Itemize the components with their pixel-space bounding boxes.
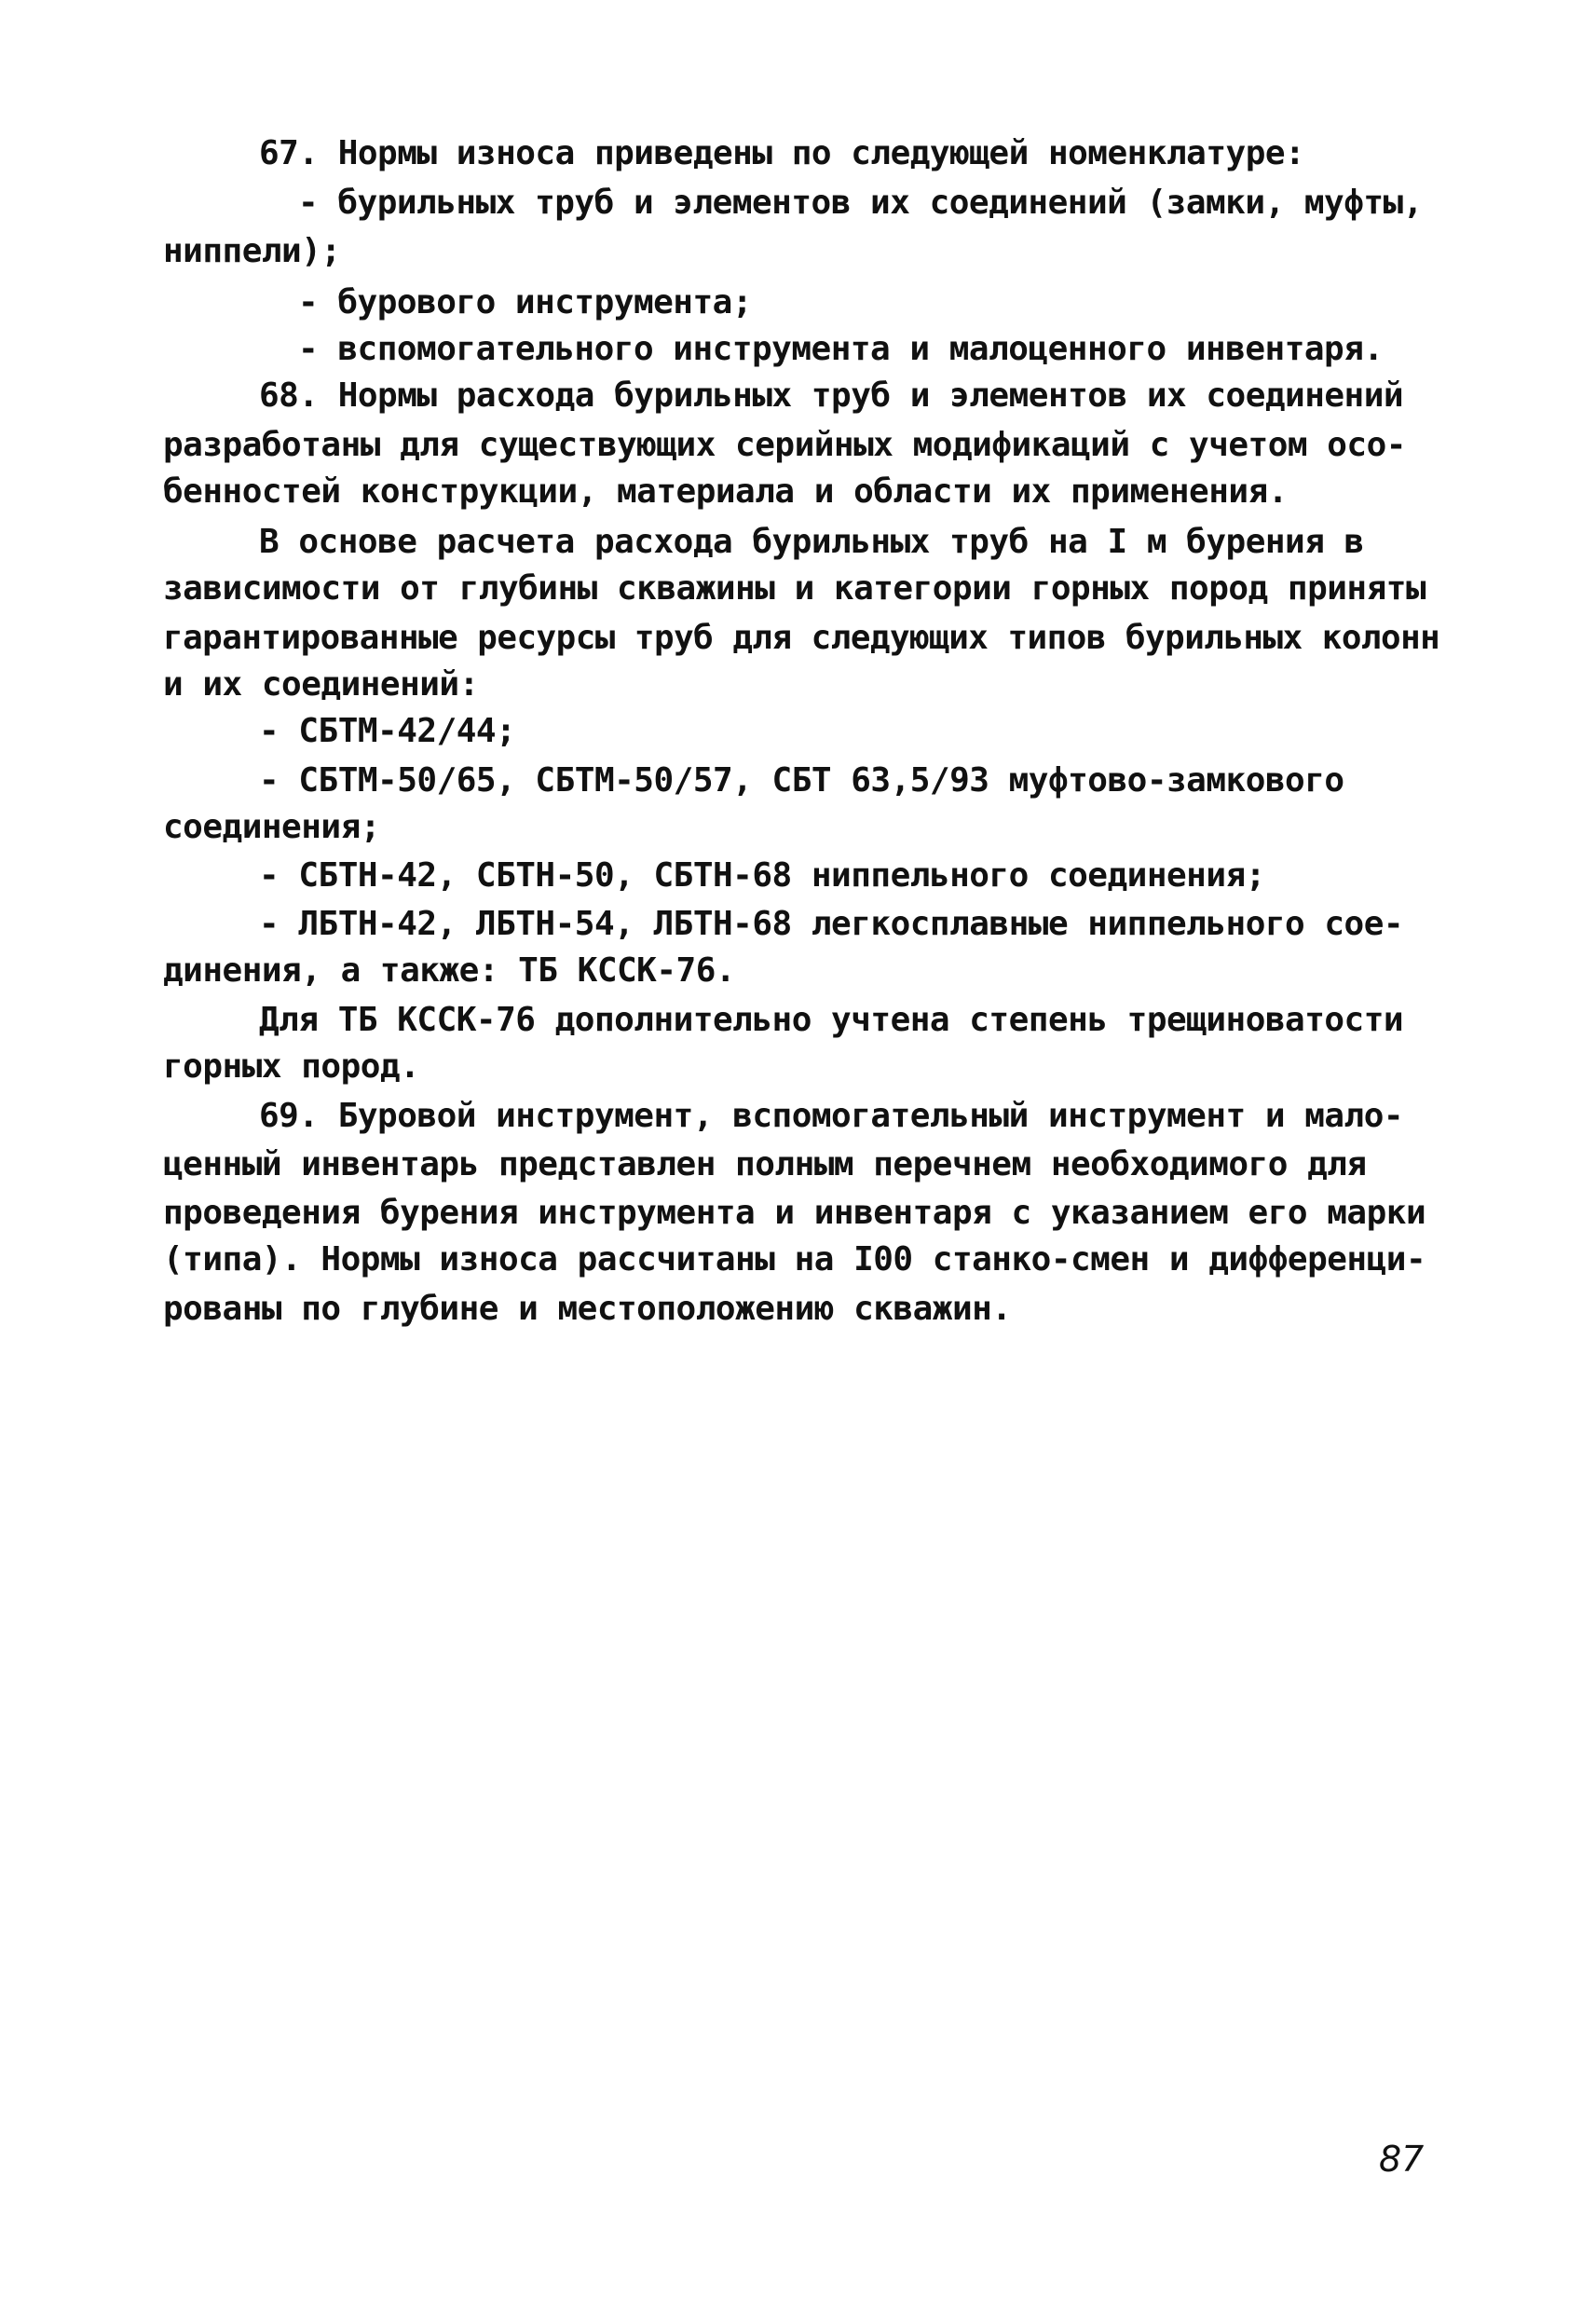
text-line: и их соединений: <box>163 665 479 704</box>
text-line: - ЛБТН-42, ЛБТН-54, ЛБТН-68 легкосплавные ниппельного сое- <box>259 905 1404 943</box>
text-line: - бурового инструмента; <box>298 283 752 321</box>
text-line: зависимости от глубины скважины и категории горных пород приняты <box>163 569 1426 608</box>
page-number: 87 <box>1379 2139 1425 2180</box>
text-line: - вспомогательного инструмента и малоценного инвентаря. <box>298 330 1384 368</box>
text-line: - СБТМ-42/44; <box>259 712 516 750</box>
text-line: - СБТН-42, СБТН-50, СБТН-68 ниппельного соединения; <box>259 856 1265 895</box>
text-line: Для ТБ КССК-76 дополнительно учтена степень трещиноватости <box>259 1001 1404 1039</box>
text-line: проведения бурения инструмента и инвентаря с указанием его марки <box>163 1194 1426 1232</box>
text-line: - СБТМ-50/65, СБТМ-50/57, СБТ 63,5/93 муфтово-замкового <box>259 761 1344 800</box>
text-line: соединения; <box>163 808 380 846</box>
text-line: (типа). Нормы износа рассчитаны на I00 станко-смен и дифференци- <box>163 1240 1426 1279</box>
text-line: ниппели); <box>163 232 341 270</box>
text-line: разработаны для существующих серийных модификаций с учетом осо- <box>163 426 1406 464</box>
text-line: 69. Буровой инструмент, вспомогательный инструмент и мало- <box>259 1097 1404 1135</box>
text-line: бенностей конструкции, материала и области их применения. <box>163 472 1288 511</box>
text-line: 68. Нормы расхода бурильных труб и элементов их соединений <box>259 376 1404 415</box>
text-line: динения, а также: ТБ КССК-76. <box>163 951 736 990</box>
text-line: 67. Нормы износа приведены по следующей номенклатуре: <box>259 134 1305 172</box>
text-line: ценный инвентарь представлен полным перечнем необходимого для <box>163 1145 1367 1183</box>
text-line: рованы по глубине и местоположению скважин. <box>163 1290 1012 1328</box>
text-line: гарантированные ресурсы труб для следующих типов бурильных колонн <box>163 619 1440 657</box>
text-line: - бурильных труб и элементов их соединений (замки, муфты, <box>298 184 1423 222</box>
text-line: горных пород. <box>163 1047 420 1086</box>
text-line: В основе расчета расхода бурильных труб на I м бурения в <box>259 523 1364 561</box>
